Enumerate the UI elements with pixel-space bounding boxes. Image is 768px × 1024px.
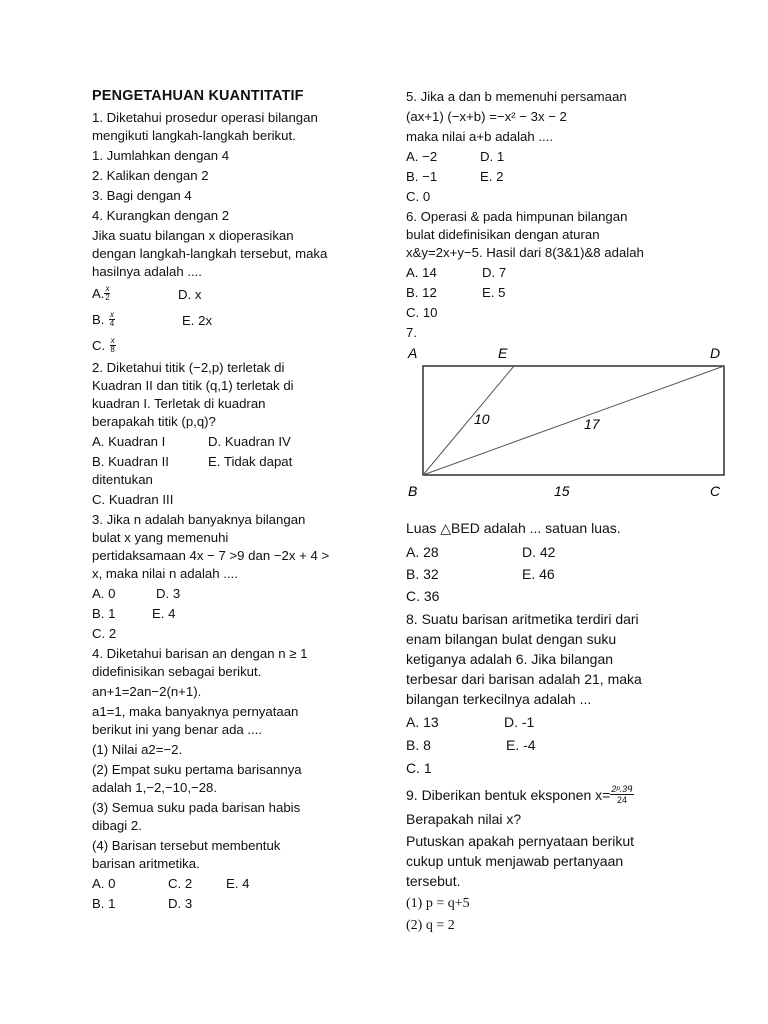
q2-option-e-cont: ditentukan	[92, 472, 153, 487]
length-label-bd: 17	[584, 416, 600, 432]
q4-line: didefinisikan sebagai berikut.	[92, 664, 262, 679]
q9-fraction	[610, 784, 633, 805]
q4-line: adalah 1,−2,−10,−28.	[92, 780, 218, 795]
q8-option-d: D. -1	[504, 714, 535, 730]
q6-option-a: A. 14	[406, 265, 437, 280]
question-5	[406, 88, 674, 206]
q4-line: barisan aritmetika.	[92, 856, 200, 871]
q5-option-a: A. −2	[406, 149, 438, 164]
q2-line: 2. Diketahui titik (−2,p) terletak di	[92, 360, 285, 375]
q6-option-d: D. 7	[482, 265, 507, 280]
q2-line: kuadran I. Terletak di kuadran	[92, 396, 266, 411]
q2-option-d: D. Kuadran IV	[208, 434, 291, 449]
q3-line: pertidaksamaan 4x − 7 >9 dan −2x + 4 >	[92, 548, 330, 563]
q7-option-e: E. 46	[522, 566, 555, 582]
right-column	[406, 88, 721, 936]
q3-line: bulat x yang memenuhi	[92, 530, 229, 545]
q1-option-a-fraction	[104, 285, 110, 302]
q4-option-e: E. 4	[226, 876, 250, 891]
q1-option-b-fraction	[109, 311, 115, 328]
q7-option-a: A. 28	[406, 544, 439, 560]
q1-option-c-num: x	[110, 336, 115, 346]
q5-line2: (ax+1) (−x+b) =−x² − 3x − 2	[406, 109, 567, 124]
q3-line: 3. Jika n adalah banyaknya bilangan	[92, 512, 306, 527]
q4-line: a1=1, maka banyaknya pernyataan	[92, 704, 299, 719]
question-3	[92, 511, 380, 643]
length-label-be: 10	[474, 411, 490, 427]
q2-option-a: A. Kuadran I	[92, 434, 166, 449]
length-label-bc: 15	[554, 483, 570, 499]
q8-options-row-1	[406, 712, 674, 732]
q1-option-b-den: 4	[109, 319, 115, 329]
q1-option-a-den: 2	[105, 293, 110, 303]
q8-line: ketiganya adalah 6. Jika bilangan	[406, 651, 614, 667]
q4-options-row-2	[92, 895, 380, 913]
q8-line: 8. Suatu barisan aritmetika terdiri dari	[406, 611, 639, 627]
q5-line3: maka nilai a+b adalah ....	[406, 129, 553, 144]
q3-option-a: A. 0	[92, 586, 116, 601]
q1-text1: Jika suatu bilangan x dioperasikan	[92, 228, 294, 243]
q6-option-c: C. 10	[406, 305, 438, 320]
q3-options-row-2	[92, 605, 380, 623]
q6-option-b: B. 12	[406, 285, 437, 300]
q2-option-c: C. Kuadran III	[92, 492, 174, 507]
q9-statement-2: (2) q = 2	[406, 918, 455, 933]
question-7	[406, 324, 721, 606]
q9-line1-row	[406, 784, 674, 805]
question-6	[406, 208, 674, 322]
q6-options-row-2	[406, 284, 674, 302]
question-4	[92, 645, 380, 913]
q9-line3: Putuskan apakah pernyataan berikut	[406, 833, 635, 849]
q6-line: bulat didefinisikan dengan aturan	[406, 227, 600, 242]
q1-step-4: 4. Kurangkan dengan 2	[92, 208, 230, 223]
q1-text2: dengan langkah-langkah tersebut, maka	[92, 246, 328, 261]
q3-line: x, maka nilai n adalah ....	[92, 566, 238, 581]
q9-fraction-num: 2ᵖ.3ᑫ	[611, 784, 633, 794]
page-title: PENGETAHUAN KUANTITATIF	[92, 88, 304, 104]
q7-option-d: D. 42	[522, 544, 556, 560]
q9-line5: tersebut.	[406, 873, 461, 889]
q2-options-row-2	[92, 453, 380, 471]
q1-option-d: D. x	[178, 286, 202, 302]
q7-number: 7.	[406, 325, 417, 340]
q6-options-row-1	[406, 264, 674, 282]
q1-options-row-3	[92, 333, 380, 359]
q4-option-a: A. 0	[92, 876, 116, 891]
left-column	[92, 86, 380, 913]
q4-line: dibagi 2.	[92, 818, 142, 833]
q9-statement-1: (1) p = q+5	[406, 896, 470, 911]
q4-line: (1) Nilai a2=−2.	[92, 742, 183, 757]
vertex-label-a: A	[408, 345, 418, 361]
q4-line: (4) Barisan tersebut membentuk	[92, 838, 281, 853]
q3-option-d: D. 3	[156, 586, 181, 601]
q1-option-b	[92, 311, 182, 329]
q2-options-row-1	[92, 433, 380, 451]
vertex-label-b: B	[408, 483, 418, 499]
q8-option-b: B. 8	[406, 737, 431, 753]
q4-option-b: B. 1	[92, 896, 116, 911]
q1-line1: 1. Diketahui prosedur operasi bilangan	[92, 110, 318, 125]
q8-option-e: E. -4	[506, 737, 536, 753]
q8-line: enam bilangan bulat dengan suku	[406, 631, 617, 647]
q3-option-c: C. 2	[92, 626, 117, 641]
q1-text3: hasilnya adalah ....	[92, 264, 202, 279]
q4-option-c: C. 2	[168, 876, 193, 891]
q5-options-row-2	[406, 168, 674, 186]
q8-line: terbesar dari barisan adalah 21, maka	[406, 671, 642, 687]
q1-option-a-num: x	[105, 284, 110, 294]
q1-option-a-label: A.	[92, 286, 105, 301]
q5-option-b: B. −1	[406, 169, 438, 184]
q5-line1: 5. Jika a dan b memenuhi persamaan	[406, 89, 627, 104]
q7-options-row-1	[406, 542, 674, 562]
vertex-label-e: E	[498, 345, 508, 361]
q1-option-c	[92, 337, 116, 355]
q5-option-c: C. 0	[406, 189, 431, 204]
q4-line: an+1=2an−2(n+1).	[92, 684, 202, 699]
q3-options-row-1	[92, 585, 380, 603]
q1-option-c-fraction	[110, 337, 116, 354]
q1-options-row-2	[92, 307, 380, 333]
q1-step-1: 1. Jumlahkan dengan 4	[92, 148, 230, 163]
q1-option-b-num: x	[109, 310, 114, 320]
q1-option-c-den: 8	[110, 345, 115, 355]
q8-option-c: C. 1	[406, 760, 432, 776]
q1-option-e: E. 2x	[182, 312, 213, 328]
q7-diagram-svg	[396, 344, 736, 514]
q2-line: Kuadran II dan titik (q,1) terletak di	[92, 378, 294, 393]
question-2	[92, 359, 380, 509]
q7-options-row-2	[406, 564, 674, 584]
q4-line: berikut ini yang benar ada ....	[92, 722, 263, 737]
q7-question: Luas △BED adalah ... satuan luas.	[406, 520, 621, 536]
q2-line: berapakah titik (p,q)?	[92, 414, 216, 429]
q1-step-3: 3. Bagi dengan 4	[92, 188, 192, 203]
q4-line: 4. Diketahui barisan an dengan n ≥ 1	[92, 646, 308, 661]
q4-line: (3) Semua suku pada barisan habis	[92, 800, 301, 815]
question-8	[406, 609, 674, 778]
q6-option-e: E. 5	[482, 285, 506, 300]
q1-options-row-1	[92, 281, 380, 307]
q9-line1: 9. Diberikan bentuk eksponen x=	[406, 786, 611, 803]
q9-fraction-den: 24	[617, 795, 628, 805]
q7-option-b: B. 32	[406, 566, 439, 582]
q6-line: 6. Operasi & pada himpunan bilangan	[406, 209, 628, 224]
q1-option-b-label: B.	[92, 312, 105, 327]
q3-option-e: E. 4	[152, 606, 176, 621]
question-1	[92, 109, 380, 359]
question-9	[406, 784, 674, 936]
q2-option-b: B. Kuadran II	[92, 454, 169, 469]
q1-option-a	[92, 285, 178, 303]
q6-line: x&y=2x+y−5. Hasil dari 8(3&1)&8 adalah	[406, 245, 644, 260]
q5-options-row-1	[406, 148, 674, 166]
q1-step-2: 2. Kalikan dengan 2	[92, 168, 209, 183]
q9-line2: Berapakah nilai x?	[406, 811, 522, 827]
q7-rectangle-diagram	[396, 344, 736, 514]
q4-options-row-1	[92, 875, 380, 893]
q8-option-a: A. 13	[406, 714, 439, 730]
q1-line2: mengikuti langkah-langkah berikut.	[92, 128, 296, 143]
q2-option-e: E. Tidak dapat	[208, 454, 293, 469]
q8-options-row-2	[406, 735, 674, 755]
q9-line4: cukup untuk menjawab pertanyaan	[406, 853, 624, 869]
q5-option-d: D. 1	[480, 149, 505, 164]
vertex-label-d: D	[710, 345, 721, 361]
vertex-label-c: C	[710, 483, 721, 499]
q5-option-e: E. 2	[480, 169, 504, 184]
q8-line: bilangan terkecilnya adalah ...	[406, 691, 592, 707]
q4-option-d: D. 3	[168, 896, 193, 911]
q4-line: (2) Empat suku pertama barisannya	[92, 762, 302, 777]
q7-option-c: C. 36	[406, 588, 440, 604]
q3-option-b: B. 1	[92, 606, 116, 621]
q1-option-c-label: C.	[92, 338, 106, 353]
